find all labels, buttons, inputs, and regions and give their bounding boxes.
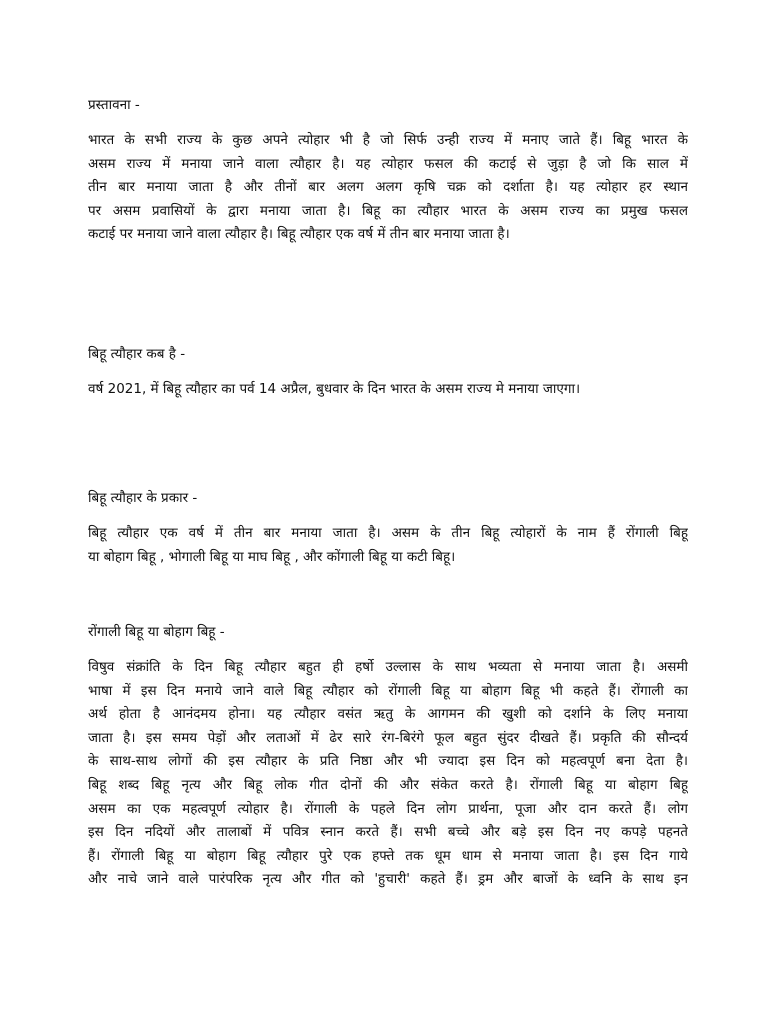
text-line: जाता है। इस समय पेड़ों और लताओं में ढेर सारे रंग-बिरंगे फूल बहुत सुंदर दीखते हैं। प्रकृति की सौन्दर्य — [88, 729, 688, 746]
heading-rongali-bihu: रोंगाली बिहू या बोहाग बिहू - — [88, 624, 225, 640]
heading-introduction: प्रस्तावना - — [88, 97, 140, 113]
text-line: या बोहाग बिहू , भोगाली बिहू या माघ बिहू , और कोंगाली बिहू या कटी बिहू। — [88, 548, 456, 565]
text-line: और नाचे जाने वाले पारंपरिक नृत्य और गीत को 'हुचारी' कहते हैं। ड्रम और बाजों के ध्वनि के साथ इन — [88, 871, 688, 888]
text-line: हैं। रोंगाली बिहू या बोहाग बिहू त्यौहार पुरे एक हफ्ते तक धूम धाम से मनाया जाता है। इस दिन गाये — [88, 847, 688, 864]
paragraph-introduction — [88, 129, 688, 247]
text-line: अर्थ होता है आनंदमय होना। यह त्यौहार वसंत ऋतु के आगमन की खुशी को दर्शाने के लिए मनाया — [88, 706, 688, 723]
text-line: असम का एक महत्वपूर्ण त्योहार है। रोंगाली के पहले दिन लोग प्रार्थना, पूजा और दान करते हैं। लोग — [88, 800, 688, 817]
text-line: भारत के सभी राज्य के कुछ अपने त्योहार भी है जो सिर्फ उन्ही राज्य में मनाए जाते हैं। बिहू भारत के — [88, 132, 688, 148]
text-line: इस दिन नदियों और तालाबों में पवित्र स्नान करते हैं। सभी बच्चे और बड़े इस दिन नए कपड़े पहनते — [88, 824, 688, 841]
heading-types-of-bihu: बिहू त्यौहार के प्रकार - — [88, 490, 198, 506]
paragraph-when-is-bihu — [88, 378, 688, 402]
text-line: वर्ष 2021, में बिहू त्यौहार का पर्व 14 अप्रैल, बुधवार के दिन भारत के असम राज्य मे मनाया जाएगा। — [88, 381, 581, 397]
heading-when-is-bihu: बिहू त्यौहार कब है - — [88, 346, 186, 362]
text-line: असम राज्य में मनाया जाने वाला त्यौहार है। यह त्योहार फसल की कटाई से जुड़ा है जो कि साल में — [88, 155, 688, 172]
text-line: भाषा में इस दिन मनाये जाने वाले बिहू त्यौहार को रोंगाली बिहू या बोहाग बिहू भी कहते हैं। रोंगाली का — [88, 682, 688, 699]
text-line: विषुव संक्रांति के दिन बिहू त्यौहार बहुत ही हर्षो उल्लास के साथ भव्यता से मनाया जाता है। असमी — [88, 659, 688, 675]
text-line: कटाई पर मनाया जाने वाला त्यौहार है। बिहू त्यौहार एक वर्ष में तीन बार मनाया जाता है। — [88, 226, 510, 243]
text-line: बिहू त्यौहार एक वर्ष में तीन बार मनाया जाता है। असम के तीन बिहू त्योहारों के नाम हैं रोंगाली बिहू — [88, 525, 688, 541]
paragraph-rongali-bihu — [88, 656, 688, 892]
text-line: बिहू शब्द बिहू नृत्य और बिहू लोक गीत दोनों की और संकेत करते है। रोंगाली बिहू या बोहाग बिहू — [88, 776, 688, 793]
text-line: के साथ-साथ लोगों की इस त्यौहार के प्रति निष्ठा और भी ज्यादा इस दिन को महत्वपूर्ण बना देता है। — [88, 753, 688, 770]
text-line: तीन बार मनाया जाता है और तीनों बार अलग अलग कृषि चक्र को दर्शाता है। यह त्योहार हर स्थान — [88, 179, 688, 196]
paragraph-types-of-bihu — [88, 522, 688, 569]
text-line: पर असम प्रवासियों के द्वारा मनाया जाता है। बिहू का त्यौहार भारत के असम राज्य का प्रमुख फसल — [88, 202, 688, 219]
